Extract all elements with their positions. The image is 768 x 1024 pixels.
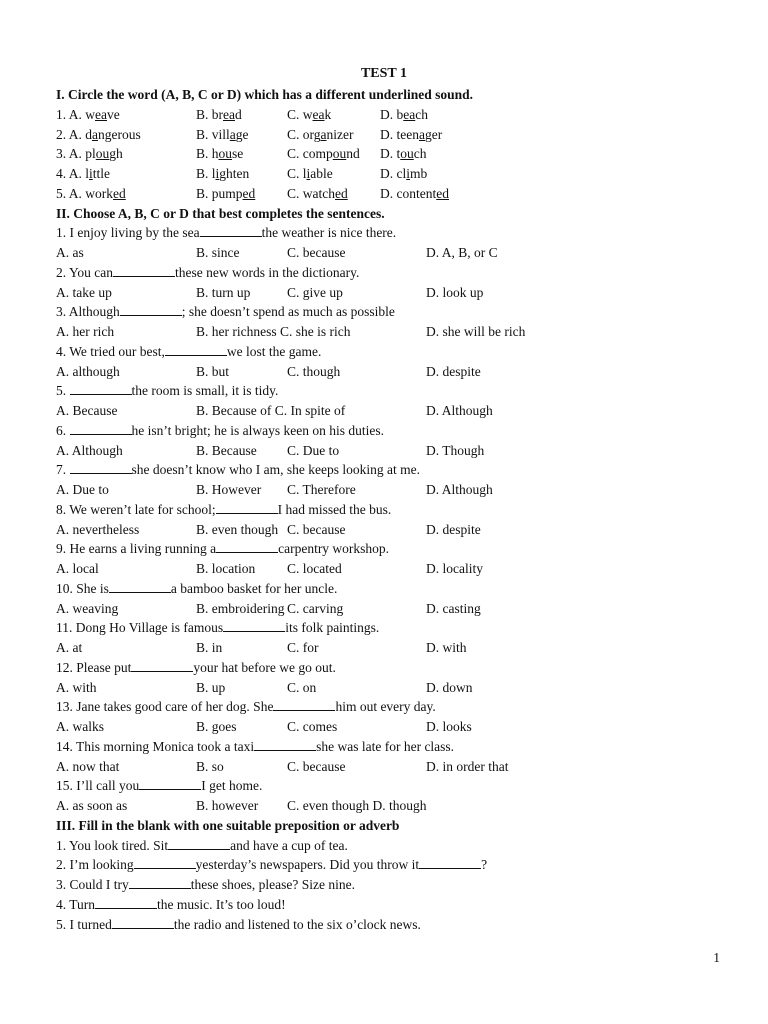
answer-option[interactable]: D. she will be rich: [426, 324, 526, 339]
answer-blank[interactable]: [70, 461, 132, 474]
answer-option[interactable]: C. because: [287, 521, 346, 537]
answer-option[interactable]: B. her richness C. she is rich: [196, 324, 351, 339]
section-2-heading: II. Choose A, B, C or D that best completes the sentences.: [56, 205, 385, 221]
answer-option[interactable]: B. Because of C. In spite of: [196, 403, 346, 418]
question-sentence: [56, 263, 359, 282]
answer-blank[interactable]: [113, 264, 175, 277]
question-text: these new words in the dictionary.: [175, 264, 360, 280]
underlined-sound: ou: [332, 146, 347, 162]
answer-blank[interactable]: [165, 343, 227, 356]
question-text: I get home.: [201, 778, 263, 794]
answer-option[interactable]: D. down: [426, 679, 473, 695]
sentence-text: these shoes, please? Size nine.: [190, 877, 355, 892]
question-text: she doesn’t know who I am, she keeps looking at me.: [131, 462, 420, 478]
answer-option[interactable]: B. embroidering: [196, 600, 285, 616]
underlined-sound: ed: [436, 185, 449, 201]
answer-option[interactable]: D. look up: [426, 284, 484, 300]
answer-option[interactable]: A. although: [56, 363, 120, 379]
option-word[interactable]: [56, 144, 123, 163]
underlined-sound: ed: [242, 185, 256, 201]
answer-option[interactable]: D. Although: [426, 403, 493, 418]
option-word[interactable]: [287, 144, 360, 163]
answer-option[interactable]: B. location: [196, 561, 256, 576]
fill-in-sentence: [56, 855, 487, 874]
question-text: 9. He earns a living running a: [56, 541, 217, 557]
sentence-text: and have a cup of tea.: [230, 837, 348, 853]
answer-blank[interactable]: [223, 619, 285, 632]
question-text: 5.: [56, 383, 70, 399]
answer-option[interactable]: C. located: [287, 561, 342, 576]
option-word[interactable]: [380, 125, 442, 144]
underlined-sound: ea: [403, 106, 416, 122]
underlined-sound: a: [320, 126, 327, 142]
question-text: him out every day.: [335, 699, 436, 715]
option-word[interactable]: [287, 125, 354, 144]
option-word[interactable]: [196, 164, 249, 183]
question-text: she was late for her class.: [316, 738, 455, 754]
question-text: 11. Dong Ho Village is famous: [56, 620, 224, 636]
underlined-sound: ea: [312, 106, 325, 122]
answer-blank[interactable]: [120, 303, 182, 316]
answer-blank[interactable]: [216, 540, 278, 553]
word-part: 5. A. work: [56, 185, 113, 201]
word-part: C. w: [287, 106, 313, 122]
section-3-heading: III. Fill in the blank with one suitable preposition or adverb: [56, 817, 400, 833]
question-text: 2. You can: [56, 264, 114, 280]
answer-option[interactable]: C. though: [287, 363, 341, 379]
fill-in-sentence: [56, 836, 348, 855]
answer-option[interactable]: D. locality: [426, 561, 483, 576]
question-text: 8. We weren’t late for school;: [56, 501, 216, 517]
answer-option[interactable]: A. as: [56, 245, 84, 260]
answer-option[interactable]: A. Because: [56, 403, 118, 418]
question-sentence: [56, 618, 379, 637]
question-text: we lost the game.: [226, 343, 322, 359]
answer-option[interactable]: A. take up: [56, 284, 112, 300]
answer-option[interactable]: C. for: [287, 640, 319, 655]
answer-blank[interactable]: [70, 382, 132, 395]
answer-option[interactable]: D. Though: [426, 442, 485, 458]
page-number: 1: [713, 950, 720, 965]
answer-option[interactable]: B. goes: [196, 719, 237, 734]
answer-blank[interactable]: [129, 876, 191, 889]
answer-option[interactable]: A. local: [56, 561, 99, 576]
question-text: 1. I enjoy living by the sea: [56, 225, 200, 241]
option-word[interactable]: [196, 125, 249, 144]
word-part: B. vill: [196, 126, 230, 142]
answer-option[interactable]: C. because: [287, 758, 346, 774]
option-word[interactable]: [56, 105, 120, 124]
underlined-sound: ed: [335, 185, 348, 201]
underlined-sound: ea: [223, 106, 235, 122]
word-part: B. h: [196, 146, 219, 162]
question-text: he isn’t bright; he is always keen on his duties.: [131, 422, 384, 438]
answer-option[interactable]: D. looks: [426, 719, 472, 734]
answer-blank[interactable]: [109, 580, 171, 593]
word-part: C. org: [287, 126, 321, 142]
word-part: 3. A. pl: [56, 146, 96, 162]
word-part: ttle: [92, 166, 111, 181]
option-word[interactable]: [196, 105, 242, 124]
underlined-sound: ou: [400, 146, 414, 162]
question-sentence: [56, 658, 336, 677]
sentence-text: ?: [481, 857, 488, 873]
word-part: ge: [235, 126, 249, 142]
question-text: its folk paintings.: [285, 620, 380, 636]
word-part: D. b: [380, 106, 404, 122]
option-word[interactable]: [380, 105, 428, 124]
word-part: gh: [109, 146, 123, 162]
answer-blank[interactable]: [112, 916, 174, 929]
answer-option[interactable]: A. walks: [56, 719, 104, 734]
answer-option[interactable]: A. weaving: [56, 600, 119, 616]
option-word[interactable]: [380, 184, 449, 203]
word-part: nizer: [326, 126, 354, 142]
question-text: the room is small, it is tidy.: [131, 383, 279, 399]
word-part: C. l: [287, 166, 307, 181]
option-word[interactable]: [287, 164, 333, 183]
fill-in-sentence: [56, 875, 355, 894]
option-word[interactable]: [196, 184, 255, 203]
answer-option[interactable]: D. despite: [426, 521, 481, 537]
question-text: carpentry workshop.: [278, 541, 390, 557]
answer-option[interactable]: D. casting: [426, 600, 481, 616]
question-text: your hat before we go out.: [193, 659, 336, 675]
answer-option[interactable]: D. in order that: [426, 758, 509, 774]
word-part: k: [324, 106, 332, 122]
answer-blank[interactable]: [216, 501, 278, 514]
word-part: ch: [413, 146, 427, 162]
underlined-sound: a: [418, 126, 425, 142]
word-part: B. l: [196, 166, 216, 181]
word-part: D. cl: [380, 166, 407, 181]
answer-option[interactable]: A. at: [56, 640, 83, 655]
answer-option[interactable]: B. so: [196, 758, 224, 774]
question-text: 3. Although: [56, 304, 120, 320]
answer-option[interactable]: B. even though: [196, 521, 279, 537]
word-part: 4. A. l: [56, 166, 90, 181]
word-part: ngerous: [98, 126, 141, 142]
word-part: nd: [346, 146, 360, 162]
question-text: 15. I’ll call you: [56, 778, 140, 794]
answer-option[interactable]: B. but: [196, 363, 230, 379]
answer-option[interactable]: C. because: [287, 245, 346, 260]
word-part: B. br: [196, 106, 223, 122]
answer-option[interactable]: A. nevertheless: [56, 521, 140, 537]
sentence-text: the radio and listened to the six o’clock news.: [173, 916, 421, 932]
answer-option[interactable]: C. give up: [287, 284, 343, 300]
question-text: I had missed the bus.: [277, 501, 392, 517]
question-text: 14. This morning Monica took a taxi: [56, 738, 255, 754]
answer-option[interactable]: C. carving: [287, 600, 344, 616]
word-part: ger: [424, 126, 443, 142]
sentence-text: 4. Turn: [56, 896, 96, 912]
sentence-text: 5. I turned: [56, 916, 112, 932]
word-part: d: [234, 106, 242, 122]
word-part: se: [232, 146, 244, 162]
question-sentence: [56, 342, 321, 361]
underlined-sound: i: [406, 166, 411, 181]
underlined-sound: a: [92, 126, 99, 142]
question-text: 13. Jane takes good care of her dog. She: [56, 699, 274, 715]
answer-option[interactable]: C. on: [287, 679, 317, 695]
question-text: ; she doesn’t spend as much as possible: [181, 304, 395, 320]
answer-blank[interactable]: [200, 224, 262, 237]
option-word[interactable]: [287, 105, 331, 124]
option-word[interactable]: [56, 184, 126, 203]
question-sentence: [56, 460, 420, 479]
question-sentence: [56, 737, 454, 756]
option-word[interactable]: [380, 144, 427, 163]
question-text: 7.: [56, 462, 70, 478]
word-part: ch: [415, 106, 428, 122]
answer-option[interactable]: B. up: [196, 679, 226, 695]
question-text: 6.: [56, 422, 70, 438]
question-sentence: [56, 302, 395, 321]
fill-in-sentence: [56, 895, 286, 914]
question-sentence: [56, 697, 436, 716]
question-text: 4. We tried our best,: [56, 343, 165, 359]
underlined-sound: a: [229, 126, 236, 142]
page-title: TEST 1: [360, 66, 408, 81]
question-sentence: [56, 539, 389, 558]
sentence-text: 1. You look tired. Sit: [56, 837, 169, 853]
underlined-sound: ed: [113, 185, 126, 201]
underlined-sound: i: [215, 166, 220, 181]
answer-blank[interactable]: [419, 856, 481, 869]
word-part: D. t: [380, 146, 401, 162]
option-word[interactable]: [56, 125, 141, 144]
question-sentence: [56, 381, 278, 400]
sentence-text: 3. Could I try: [56, 877, 129, 892]
word-part: 2. A. d: [56, 126, 93, 142]
word-part: C. comp: [287, 146, 333, 162]
underlined-sound: i: [89, 166, 93, 181]
answer-blank[interactable]: [131, 659, 193, 672]
word-part: 1. A. w: [56, 106, 96, 122]
section-1-heading: I. Circle the word (A, B, C or D) which has a different underlined sound.: [56, 87, 474, 102]
fill-in-sentence: [56, 915, 421, 934]
answer-option[interactable]: B. However: [196, 482, 262, 497]
answer-blank[interactable]: [168, 837, 230, 850]
question-sentence: [56, 500, 391, 519]
question-sentence: [56, 579, 337, 598]
sentence-text: the music. It’s too loud!: [157, 896, 286, 912]
answer-option[interactable]: A. Although: [56, 442, 123, 458]
answer-blank[interactable]: [70, 422, 132, 435]
answer-option[interactable]: B. however: [196, 798, 259, 813]
underlined-sound: ea: [95, 106, 107, 122]
answer-option[interactable]: D. despite: [426, 363, 481, 379]
answer-option[interactable]: B. turn up: [196, 284, 251, 300]
question-text: a bamboo basket for her uncle.: [170, 580, 338, 596]
option-word[interactable]: [196, 144, 243, 163]
answer-blank[interactable]: [273, 698, 335, 711]
answer-option[interactable]: A. Due to: [56, 482, 109, 497]
sentence-text: yesterday’s newspapers. Did you throw it: [195, 857, 420, 873]
word-part: D. teen: [380, 126, 419, 142]
answer-blank[interactable]: [134, 856, 196, 869]
answer-option[interactable]: D. Although: [426, 482, 493, 497]
word-part: B. pump: [196, 185, 243, 201]
answer-option[interactable]: C. Due to: [287, 442, 340, 458]
underlined-sound: ou: [95, 146, 110, 162]
answer-option[interactable]: D. with: [426, 640, 467, 655]
word-part: D. content: [380, 185, 437, 201]
answer-option[interactable]: A. with: [56, 679, 97, 695]
answer-blank[interactable]: [254, 738, 316, 751]
question-sentence: [56, 421, 384, 440]
answer-option[interactable]: A. her rich: [56, 324, 115, 339]
answer-option[interactable]: C. comes: [287, 719, 338, 734]
word-part: ghten: [219, 166, 250, 181]
word-part: ve: [107, 106, 120, 122]
option-word[interactable]: [380, 164, 427, 183]
answer-option[interactable]: B. in: [196, 640, 223, 655]
answer-option[interactable]: C. even though D. though: [287, 798, 427, 813]
question-text: 10. She is: [56, 580, 109, 596]
underlined-sound: ou: [218, 146, 233, 162]
answer-option[interactable]: D. A, B, or C: [426, 245, 498, 260]
answer-option[interactable]: C. Therefore: [287, 482, 356, 497]
answer-option[interactable]: B. Because: [196, 442, 257, 458]
answer-blank[interactable]: [139, 777, 201, 790]
word-part: C. watch: [287, 185, 335, 201]
question-text: the weather is nice there.: [261, 225, 397, 241]
answer-option[interactable]: A. as soon as: [56, 798, 128, 813]
answer-option[interactable]: A. now that: [56, 758, 120, 774]
option-word[interactable]: [56, 164, 110, 183]
sentence-text: 2. I’m looking: [56, 857, 134, 873]
answer-option[interactable]: B. since: [196, 245, 240, 260]
underlined-sound: i: [306, 166, 311, 181]
question-sentence: [56, 776, 262, 795]
option-word[interactable]: [287, 184, 348, 203]
word-part: mb: [410, 166, 428, 181]
question-sentence: [56, 223, 396, 242]
answer-blank[interactable]: [95, 896, 157, 909]
question-text: 12. Please put: [56, 659, 132, 675]
word-part: able: [310, 166, 333, 181]
